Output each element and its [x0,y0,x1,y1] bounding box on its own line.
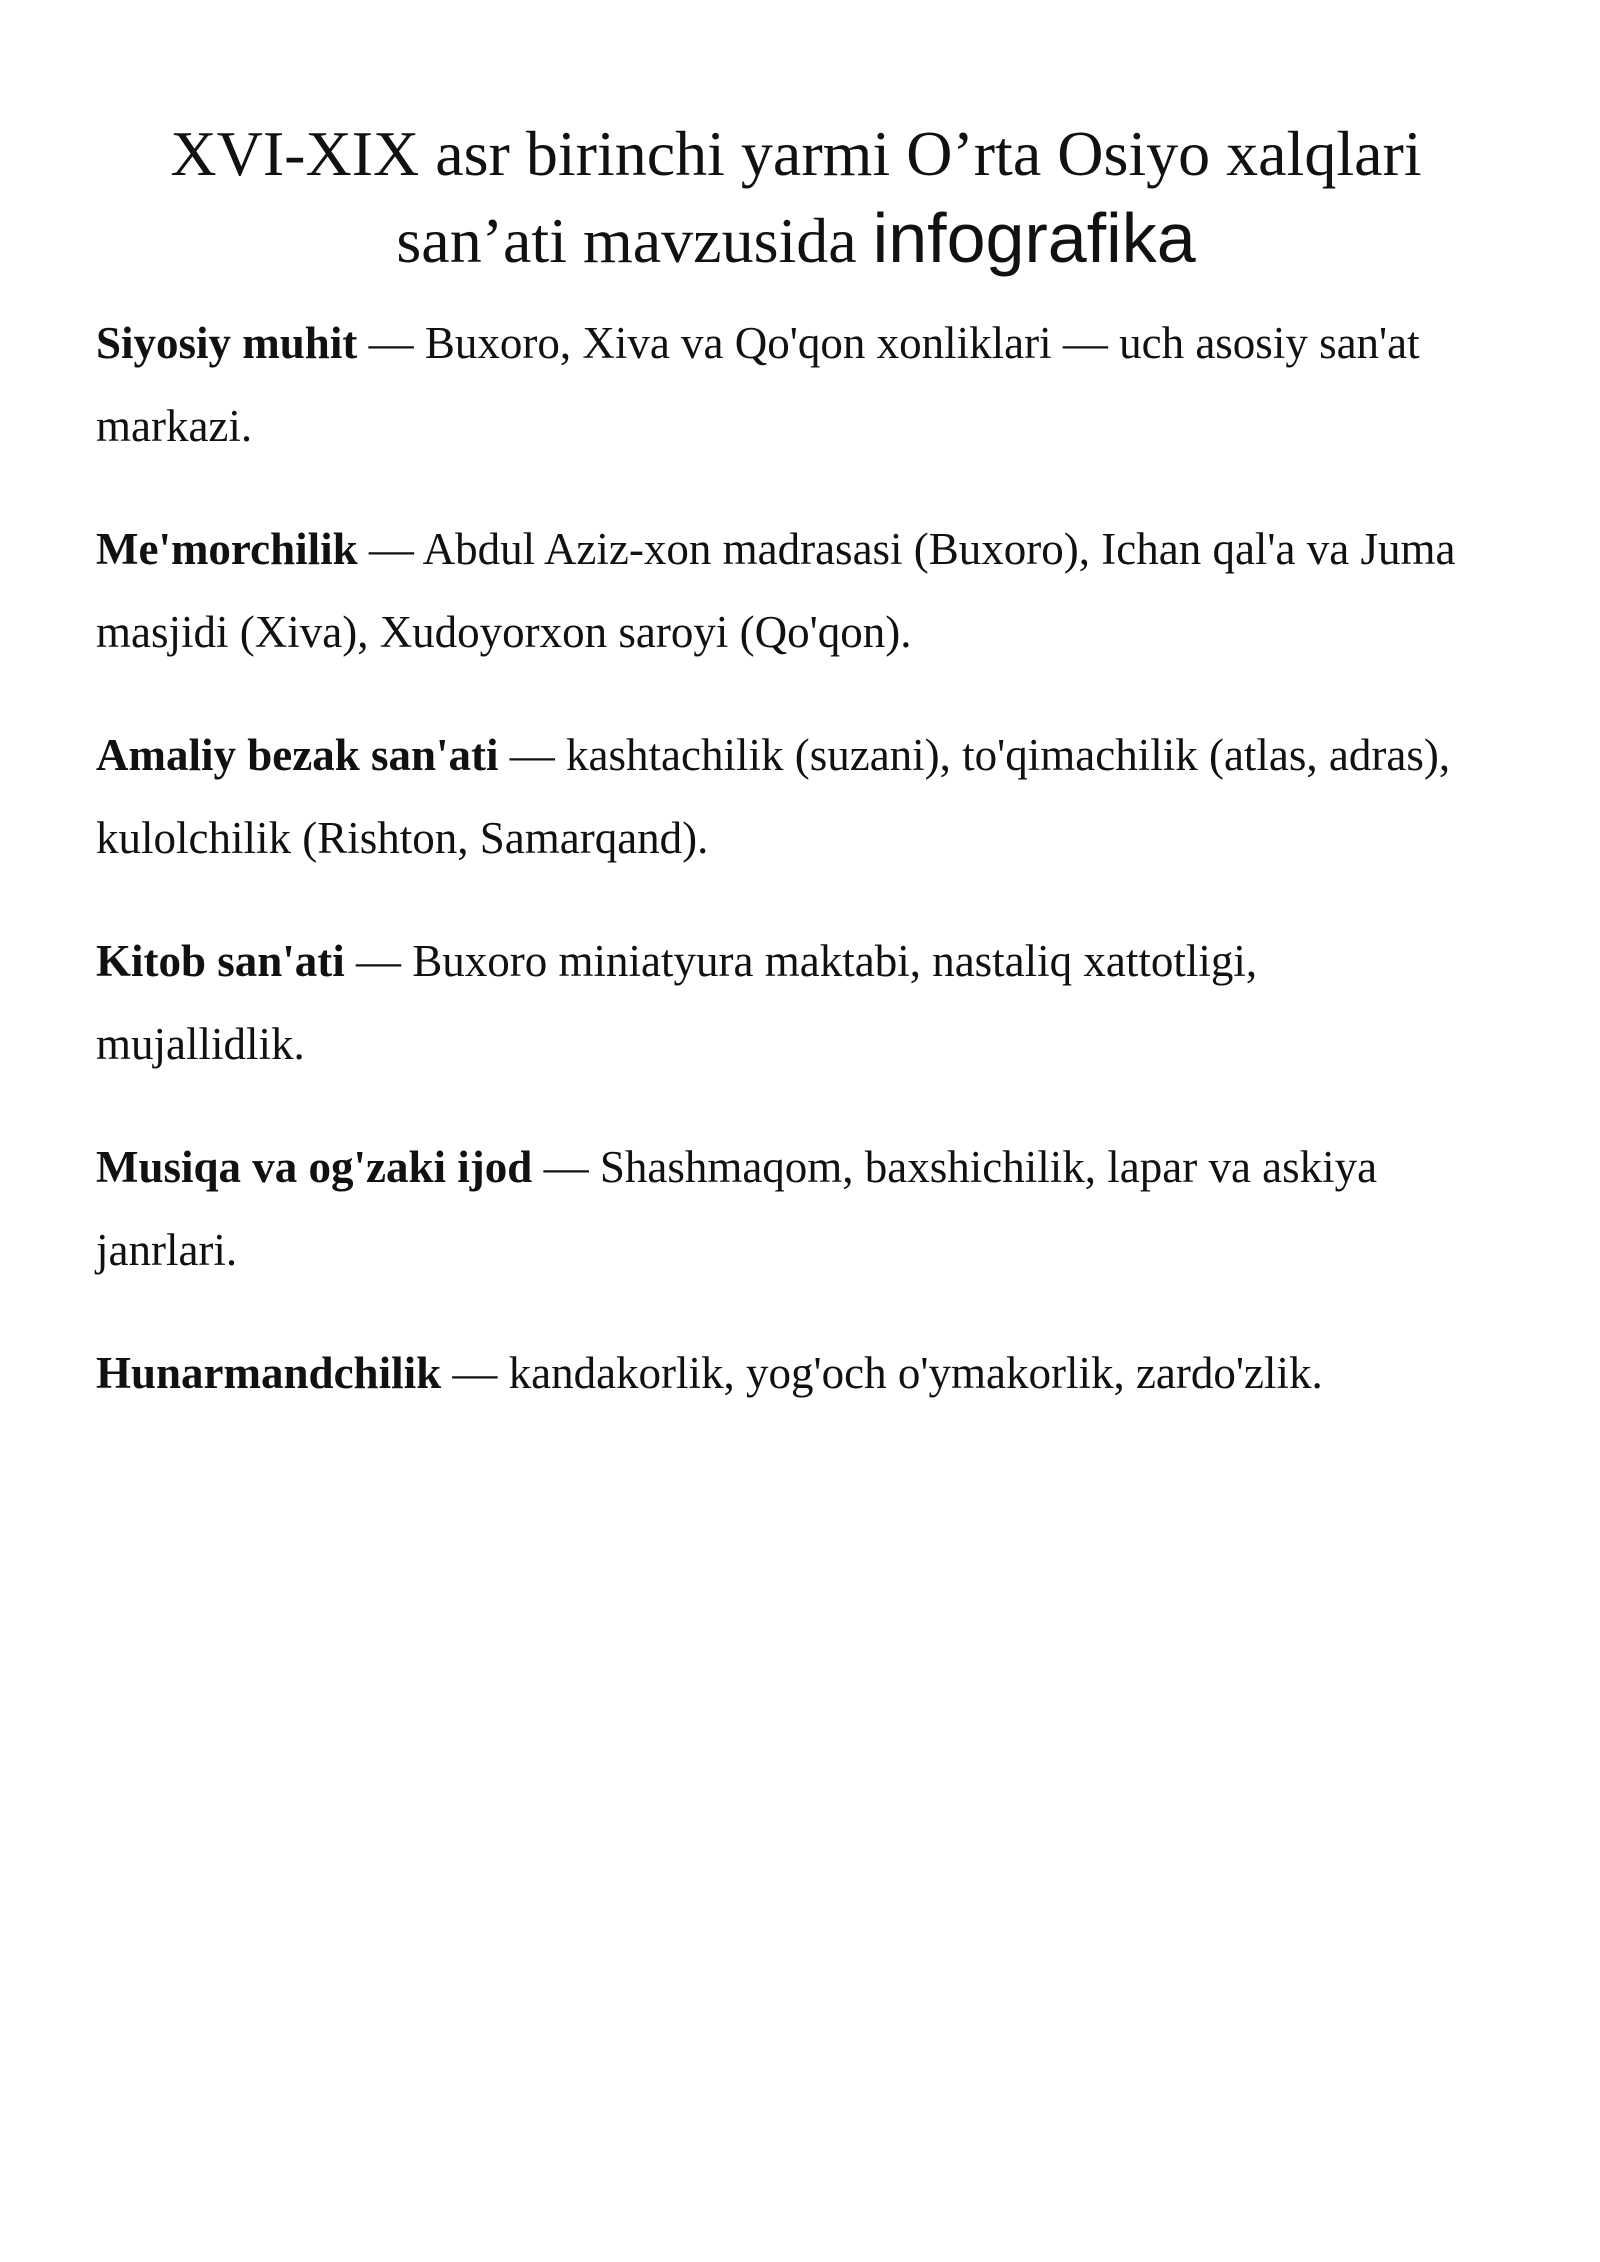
section-text: Abdul Aziz-xon madrasasi (Buxoro), Ichan qal'a va Juma masjidi (Xiva), Xudoyorxon saroyi (Qo'qon). [96,524,1456,657]
section-separator: — [441,1348,509,1398]
page-title-line-1: XVI-XIX asr birinchi yarmi O’rta Osiyo xalqlari [170,118,1422,189]
section-text: kashtachilik (suzani), to'qimachilik (atlas, adras), kulolchilik (Rishton, Samarqand). [96,730,1451,863]
section-hunarmandchilik [96,1332,1476,1415]
section-memorchilik [96,508,1476,674]
section-heading: Amaliy bezak san'ati [96,730,499,780]
page-title [96,112,1496,283]
section-musiqa-va-ogzaki-ijod [96,1126,1476,1292]
section-kitob-sanati [96,920,1476,1086]
page-title-line-2: san’ati mavzusida [396,205,857,276]
section-heading: Musiqa va og'zaki ijod [96,1142,533,1192]
section-text: Buxoro miniatyura maktabi, nastaliq xattotligi, mujallidlik. [96,936,1258,1069]
section-heading: Me'morchilik [96,524,358,574]
section-heading: Kitob san'ati [96,936,345,986]
section-heading: Hunarmandchilik [96,1348,442,1398]
page-title-emphasis: infografika [872,199,1196,277]
section-separator: — [357,524,423,574]
infographic-sections [96,302,1476,1455]
section-separator: — [498,730,567,780]
section-separator: — [357,318,425,368]
section-text: kandakorlik, yog'och o'ymakorlik, zardo'zlik. [508,1348,1323,1398]
section-siyosiy-muhit [96,302,1476,468]
section-text: Buxoro, Xiva va Qo'qon xonliklari — uch asosiy san'at markazi. [96,318,1420,451]
section-separator: — [344,936,413,986]
section-separator: — [532,1142,600,1192]
section-heading: Siyosiy muhit [96,318,358,368]
section-amaliy-bezak-sanati [96,714,1476,880]
section-text: Shashmaqom, baxshichilik, lapar va askiya janrlari. [96,1142,1378,1275]
